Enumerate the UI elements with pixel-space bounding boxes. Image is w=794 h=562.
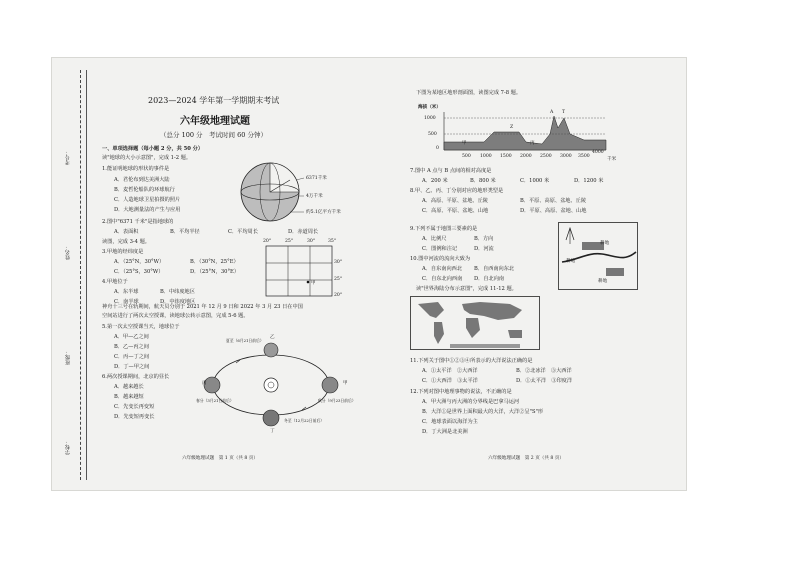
grid-top-label-3: 30°: [307, 239, 316, 244]
profile-label-jia: 甲: [462, 141, 467, 146]
profile-xtick-500: 500: [462, 154, 471, 159]
profile-xtick-1000: 1000: [480, 154, 492, 159]
globe-label-circumference: 4万千米: [306, 194, 323, 199]
local-map-label-3: 耕地: [598, 279, 608, 284]
shenzhou-intro-line2: 空间站进行了两次太空授课，读地球公转示意图，完成 5-6 题。: [102, 313, 249, 319]
q11-option-c: C．①大西洋 ③太平洋: [422, 378, 478, 384]
orbit-date-jia: 秋分（9月23日前后）: [318, 398, 356, 403]
q10-stem: 10.图中河流的流向大致为: [410, 256, 471, 262]
globe-label-area: 约5.1亿平方千米: [306, 210, 341, 215]
q8-stem: 8.甲、乙、丙、丁分别对应的地形类型是: [410, 188, 504, 194]
q7-option-c: C．1000 米: [520, 178, 550, 184]
q4-option-d: D．中纬度地区: [160, 299, 196, 305]
orbit-label-ding: 丁: [270, 429, 275, 434]
binding-dashed-line: [80, 70, 81, 480]
q3-option-c: C．（25°S，30°W）: [114, 269, 164, 275]
q3-intro: 读图，完成 3-4 题。: [102, 239, 150, 245]
q6-option-c: C．先变长再变短: [114, 404, 155, 410]
world-intro: 读"世界海陆分布示意图"，完成 11-12 题。: [416, 286, 517, 292]
profile-label-z: Z: [510, 125, 514, 130]
grid-top-label-1: 20°: [263, 239, 272, 244]
q3-option-b: B．（30°N，25°E）: [190, 259, 239, 265]
footer-left: 六年级地理试题 第 1 页（共 8 页）: [182, 456, 259, 461]
profile-xtick-1500: 1500: [500, 154, 512, 159]
exam-meta: （总分 100 分 考试时间 60 分钟）: [160, 131, 267, 139]
q4-stem: 4.甲地位于: [102, 279, 128, 285]
profile-ytick-0: 0: [436, 146, 439, 151]
q2-stem: 2.图中"6371 千米"是指地球的: [102, 219, 174, 225]
q9-option-a: A．比例尺: [422, 236, 447, 242]
q10-option-a: A．自东南向西北: [422, 266, 463, 272]
world-map: [410, 296, 540, 350]
q11-option-a: A．①太平洋 ②大西洋: [422, 368, 478, 374]
orbit-date-yi: 夏至（6月21日前后）: [226, 338, 264, 343]
field-exam-number: 考号：: [65, 150, 71, 165]
q8-option-d: D．平原、高原、盆地、山地: [520, 208, 587, 214]
local-map-label-1: 耕地: [566, 259, 576, 264]
local-map-label-2: 耕地: [600, 241, 610, 246]
grid-top-label-2: 25°: [285, 239, 294, 244]
binding-line: [86, 70, 87, 480]
q11-stem: 11.下列关于图中①②③④所表示的大洋说法正确的是: [410, 358, 533, 364]
field-class: 班级：: [65, 350, 71, 365]
grid-right-label-3: 20°: [334, 293, 343, 298]
q11-option-b: B．②北冰洋 ③大西洋: [516, 368, 572, 374]
q12-option-d: D．丁大洲是北美洲: [422, 429, 468, 435]
q10-option-b: B．自西南向东北: [474, 266, 515, 272]
q4-option-b: B．中纬度地区: [160, 289, 195, 295]
q7-option-a: A．200 米: [422, 178, 448, 184]
grid-right-label-1: 30°: [334, 260, 343, 265]
profile-label-t: T: [562, 110, 566, 115]
q3-option-a: A．（25°N，30°W）: [114, 259, 165, 265]
q6-option-a: A．越来越长: [114, 384, 144, 390]
q9-option-d: D．河流: [474, 246, 494, 252]
section1-title: 一、单项选择题（每小题 2 分，共 50 分）: [102, 146, 204, 152]
q5-option-c: C．丙—丁之间: [114, 354, 150, 360]
q1-option-c: C．人造地球卫星拍摄的照片: [114, 197, 181, 203]
grid-point-label: 甲: [311, 281, 316, 286]
q5-option-b: B．乙—丙之间: [114, 344, 149, 350]
orbit-label-yi: 乙: [270, 335, 275, 340]
q6-stem: 6.两次授课期间，北京的昼长: [102, 374, 170, 380]
q2-option-b: B．平均半径: [170, 229, 200, 235]
subject-title: 六年级地理试题: [180, 116, 250, 127]
field-school: 学校：: [65, 440, 71, 455]
q11-option-d: D．①太平洋 ③印度洋: [516, 378, 573, 384]
q2-option-a: A．表面积: [114, 229, 139, 235]
q9-option-c: C．图例和注记: [422, 246, 458, 252]
q9-option-b: B．方向: [474, 236, 494, 242]
profile-ytick-1000: 1000: [424, 116, 436, 121]
profile-xtick-2500: 2500: [540, 154, 552, 159]
q10-option-c: C．自东北向西南: [422, 276, 463, 282]
q6-option-b: B．越来越短: [114, 394, 144, 400]
orbit-date-ding: 冬至（12月22日前后）: [284, 418, 325, 423]
q8-option-b: B．平原、高原、盆地、丘陵: [520, 198, 587, 204]
q8-option-c: C．高原、平原、盆地、山地: [422, 208, 489, 214]
grid-top-label-4: 35°: [328, 239, 337, 244]
q12-option-c: C．地球表面以海洋为主: [422, 419, 478, 425]
exam-title: 2023—2024 学年第一学期期末考试: [148, 96, 280, 105]
q7-stem: 7.图中 A 点与 B 点间的相对高度是: [410, 168, 492, 174]
orbit-label-bing: 丙: [202, 381, 207, 386]
q5-option-a: A．甲—乙之间: [114, 334, 149, 340]
q1-stem: 1.能证明地球的形状的事件是: [102, 166, 170, 172]
q8-option-a: A．高原、平原、盆地、丘陵: [422, 198, 488, 204]
q12-option-a: A．甲大洲与丙大洲的分界线是巴拿马运河: [422, 399, 520, 405]
profile-intro: 下图为某地区地形剖面图，读图完成 7-8 题。: [416, 90, 522, 96]
q7-option-b: B．800 米: [470, 178, 496, 184]
profile-xtick-3500: 3500: [578, 154, 590, 159]
q3-stem: 3.甲地的经纬度是: [102, 249, 144, 255]
q12-stem: 12.下列对图中地理事物的说法，不正确的是: [410, 389, 512, 395]
profile-label-a: A: [550, 110, 554, 115]
orbit-label-jia: 甲: [343, 381, 348, 386]
shenzhou-intro-line1: 神舟十三号在轨期间，航天员分别于 2021 年 12 月 9 日和 2022 年 3 月 23 日在中国: [102, 304, 303, 310]
q7-option-d: D．1200 米: [574, 178, 604, 184]
q12-option-b: B．大洋①是世界上面积最大的大洋，大洋②呈"S"形: [422, 409, 544, 415]
q6-option-d: D．先变短再变长: [114, 414, 155, 420]
q1-option-d: D．大地测量法的产生与应用: [114, 207, 181, 213]
q1-option-b: B．麦哲伦船队的环球航行: [114, 187, 175, 193]
globe-label-radius: 6371千米: [306, 176, 327, 181]
q2-option-d: D．赤道周长: [288, 229, 319, 235]
q5-stem: 5.第一次太空授课当天，地球位于: [102, 324, 180, 330]
profile-xtick-4000: 4000: [592, 150, 604, 155]
orbit-date-bing: 春分（3月21日前后）: [196, 398, 234, 403]
profile-xunit: 千米: [607, 157, 617, 162]
q10-option-d: D．自北向南: [474, 276, 505, 282]
q9-stem: 9.下列不属于地图三要素的是: [410, 226, 478, 232]
q2-option-c: C．平均周长: [228, 229, 258, 235]
profile-label-bing: 丙: [530, 141, 535, 146]
q1-option-a: A．君伦布到达美洲大陆: [114, 177, 170, 183]
q4-option-c: C．南半球: [114, 299, 139, 305]
grid-right-label-2: 25°: [334, 277, 343, 282]
profile-ytick-500: 500: [428, 132, 437, 137]
footer-right: 六年级地理试题 第 2 页（共 8 页）: [488, 456, 565, 461]
q5-option-d: D．丁—甲之间: [114, 364, 150, 370]
profile-xtick-3000: 3000: [560, 154, 572, 159]
profile-ylabel: 海拔（米）: [418, 105, 441, 110]
lat-long-grid: [258, 238, 348, 300]
field-name: 姓名：: [65, 245, 71, 260]
profile-xtick-2000: 2000: [520, 154, 532, 159]
q4-option-a: A．东半球: [114, 289, 139, 295]
section1-intro: 读"地球的大小示意图"，完成 1-2 题。: [102, 155, 192, 161]
q3-option-d: D．（25°N，30°E）: [190, 269, 240, 275]
